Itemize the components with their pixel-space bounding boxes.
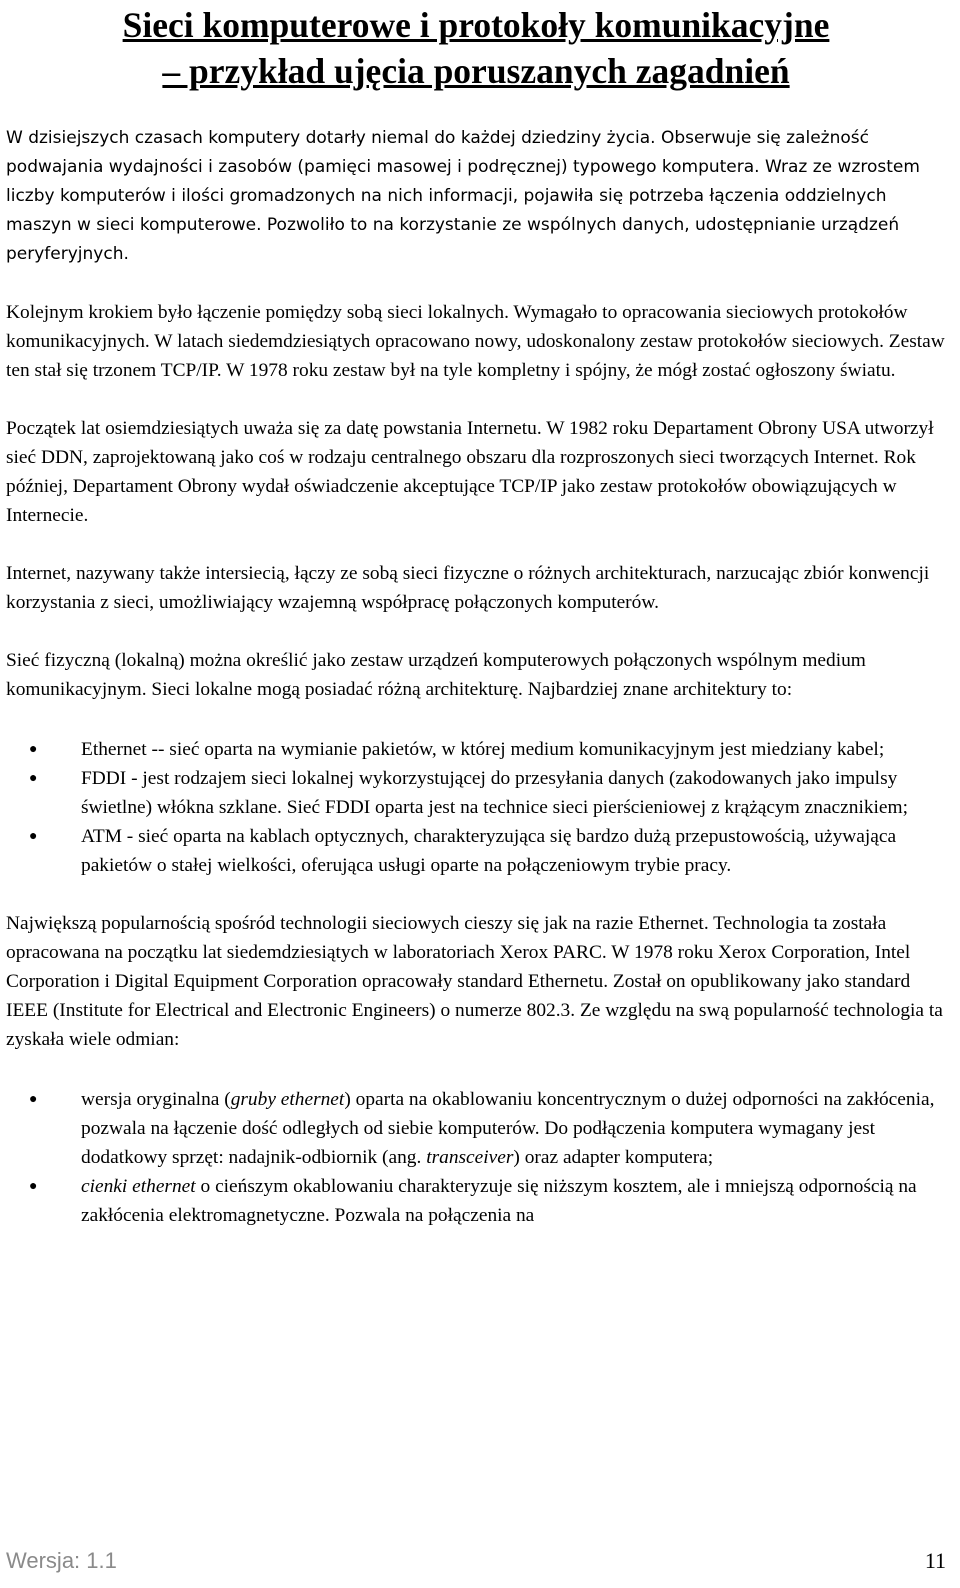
paragraph-ethernet-history: Największą popularnością spośród technologii sieciowych cieszy się jak na razie Ethernet. Technologia ta została opracowana na początku lat siedemdziesiątych w laboratoriach Xerox PARC. W 1978 roku Xerox Corporation, Intel Corporation i Digital Equipment Corporation opracowały standard Ethernetu. Został on opublikowany jako standard IEEE (Institute for Electrical and Electronic Engineers) o numerze 802.3. Ze względu na swą popularność technologia ta zyskała wiele odmian: bbox=[6, 913, 943, 1050]
paragraph-internet-origin: Początek lat osiemdziesiątych uważa się za datę powstania Internetu. W 1982 roku Departament Obrony USA utworzył sieć DDN, zaprojektowaną jako coś w rodzaju centralnego obszaru dla rozproszonych sieci tworzących Internet. Rok później, Departament Obrony wydał oświadczenie akceptujące TCP/IP jako zestaw protokołów obowiązujących w Internecie. bbox=[6, 418, 934, 526]
page-number: 11 bbox=[924, 1548, 946, 1573]
list-item-thin-ethernet: ● cienki ethernet o cieńszym okablowaniu charakteryzuje się niższym kosztem, ale i mniejszą odpornością na zakłócenia elektromagnetyczne. Pozwala na połączenia na bbox=[81, 1172, 946, 1230]
title-line-2: – przykład ujęcia poruszanych zagadnień bbox=[162, 51, 790, 91]
list-item-ethernet: ● Ethernet -- sieć oparta na wymianie pakietów, w której medium komunikacyjnym jest miedziany kabel; bbox=[81, 735, 946, 764]
ethernet-variants-list bbox=[6, 1085, 946, 1230]
paragraph-intro: W dzisiejszych czasach komputery dotarły niemal do każdej dziedziny życia. Obserwuje się zależność podwajania wydajności i zasobów (pamięci masowej i podręcznej) typowego komputera. Wraz ze wzrostem liczby komputerów i ilości gromadzonych na nich informacji, pojawiła się potrzeba łączenia oddzielnych maszyn w sieci komputerowe. Pozwoliło to na korzystanie ze wspólnych danych, udostępnianie urządzeń peryferyjnych. bbox=[6, 128, 920, 264]
list-item-atm: ● ATM - sieć oparta na kablach optycznych, charakteryzująca się bardzo dużą przepustowością, używająca pakietów o stałej wielkości, oferująca usługi oparte na połączeniowym trybie pracy. bbox=[81, 822, 946, 880]
page-title bbox=[6, 0, 946, 94]
version-label: Wersja: 1.1 bbox=[6, 1548, 117, 1573]
list-item-fddi: ● FDDI - jest rodzajem sieci lokalnej wykorzystującej do przesyłania danych (zakodowanych jako impulsy świetlne) włókna szklane. Sieć FDDI oparta jest na technice sieci pierścieniowej z krążącym znacznikiem; bbox=[81, 764, 946, 822]
term-gruby-ethernet: gruby ethernet bbox=[230, 1089, 345, 1110]
document-page bbox=[6, 0, 946, 1573]
term-transceiver: transceiver bbox=[426, 1147, 514, 1168]
paragraph-protocols: Kolejnym krokiem było łączenie pomiędzy sobą sieci lokalnych. Wymagało to opracowania sieciowych protokołów komunikacyjnych. W latach siedemdziesiątych opracowano nowy, udoskonalony zestaw protokołów sieciowych. Zestaw ten stał się trzonem TCP/IP. W 1978 roku zestaw był na tyle kompletny i spójny, że mógł zostać ogłoszony światu. bbox=[6, 302, 945, 381]
title-line-1: Sieci komputerowe i protokoły komunikacyjne bbox=[122, 5, 830, 45]
paragraph-intersiec: Internet, nazywany także intersiecią, łączy ze sobą sieci fizyczne o różnych architekturach, narzucając zbiór konwencji korzystania z sieci, umożliwiający wzajemną współpracę połączonych komputerów. bbox=[6, 563, 930, 613]
list-item-thick-ethernet: ● wersja oryginalna (gruby ethernet) oparta na okablowaniu koncentrycznym o dużej odporności na zakłócenia, pozwala na łączenie dość odległych od siebie komputerów. Do podłączenia komputera wymagany jest dodatkowy sprzęt: nadajnik-odbiornik (ang. transceiver) oraz adapter komputera; bbox=[81, 1085, 946, 1172]
architectures-list bbox=[6, 735, 946, 880]
document-body bbox=[6, 124, 946, 1259]
paragraph-physical-network: Sieć fizyczną (lokalną) można określić jako zestaw urządzeń komputerowych połączonych wspólnym medium komunikacyjnym. Sieci lokalne mogą posiadać różną architekturę. Najbardziej znane architektury to: bbox=[6, 650, 866, 700]
term-cienki-ethernet: cienki ethernet bbox=[81, 1176, 196, 1197]
